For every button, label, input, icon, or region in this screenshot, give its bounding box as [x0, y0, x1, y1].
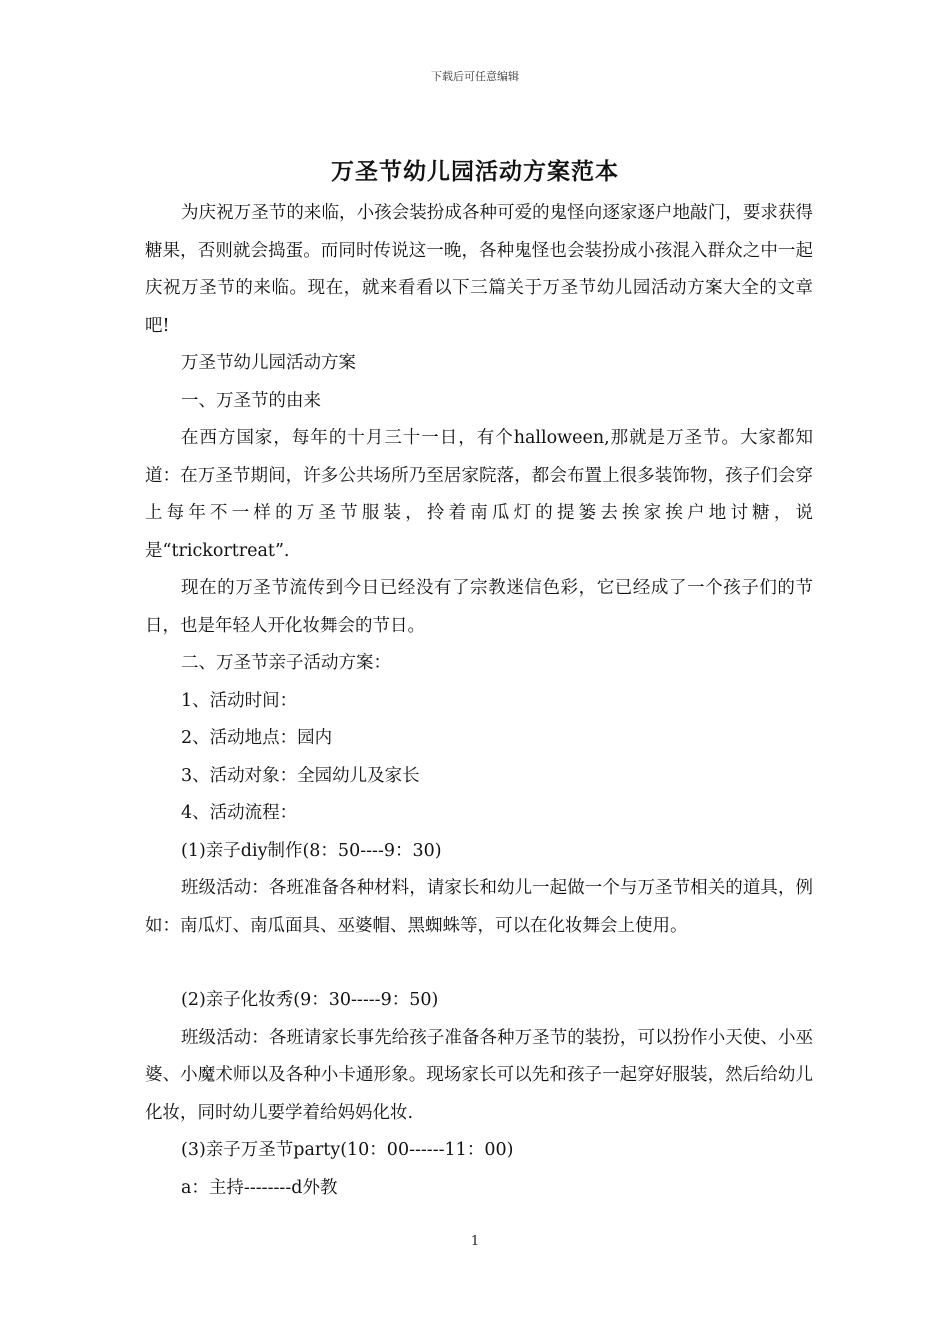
- list-item: 2、活动地点：园内: [181, 728, 333, 748]
- page-header-note: 下载后可任意编辑: [431, 70, 519, 83]
- sub-heading: (2)亲子化妆秀(9：30-----9：50): [181, 990, 439, 1010]
- section-heading: 二、万圣节亲子活动方案：: [181, 653, 391, 673]
- body-paragraph: 在西方国家，每年的十月三十一日，有个halloween,那就是万圣节。大家都知道：在万圣节期间，许多公共场所乃至居家院落，都会布置上很多装饰物，孩子们会穿上每年不一样的万圣节服装，拎着南瓜灯的提篓去挨家挨户地讨糖，说是“trickortreat”.: [145, 428, 813, 561]
- body-paragraph: 班级活动：各班准备各种材料，请家长和幼儿一起做一个与万圣节相关的道具，例如：南瓜灯、南瓜面具、巫婆帽、黑蜘蛛等，可以在化妆舞会上使用。: [145, 878, 813, 936]
- sub-heading: (1)亲子diy制作(8：50----9：30): [181, 840, 442, 861]
- document-title: 万圣节幼儿园活动方案范本: [331, 159, 619, 185]
- list-item: a：主持--------d外教: [181, 1177, 338, 1198]
- sub-heading: (3)亲子万圣节party(10：00------11：00): [181, 1140, 514, 1160]
- list-item: 1、活动时间：: [181, 690, 298, 711]
- document-body: [145, 195, 813, 1207]
- body-paragraph: 班级活动：各班请家长事先给孩子准备各种万圣节的装扮，可以扮作小天使、小巫婆、小魔术师以及各种小卡通形象。现场家长可以先和孩子一起穿好服装，然后给幼儿化妆，同时幼儿要学着给妈妈化妆.: [145, 1027, 813, 1123]
- section-heading: 万圣节幼儿园活动方案: [181, 353, 356, 373]
- intro-paragraph: 为庆祝万圣节的来临，小孩会装扮成各种可爱的鬼怪向逐家逐户地敲门，要求获得糖果，否则就会捣蛋。而同时传说这一晚，各种鬼怪也会装扮成小孩混入群众之中一起庆祝万圣节的来临。现在，就来看看以下三篇关于万圣节幼儿园活动方案大全的文章吧!: [145, 203, 813, 336]
- body-paragraph: 现在的万圣节流传到今日已经没有了宗教迷信色彩，它已经成了一个孩子们的节日，也是年轻人开化妆舞会的节日。: [145, 578, 813, 636]
- page-number: 1: [470, 1234, 480, 1249]
- section-heading: 一、万圣节的由来: [181, 390, 321, 411]
- list-item: 3、活动对象：全园幼儿及家长: [181, 765, 420, 786]
- list-item: 4、活动流程：: [181, 803, 298, 823]
